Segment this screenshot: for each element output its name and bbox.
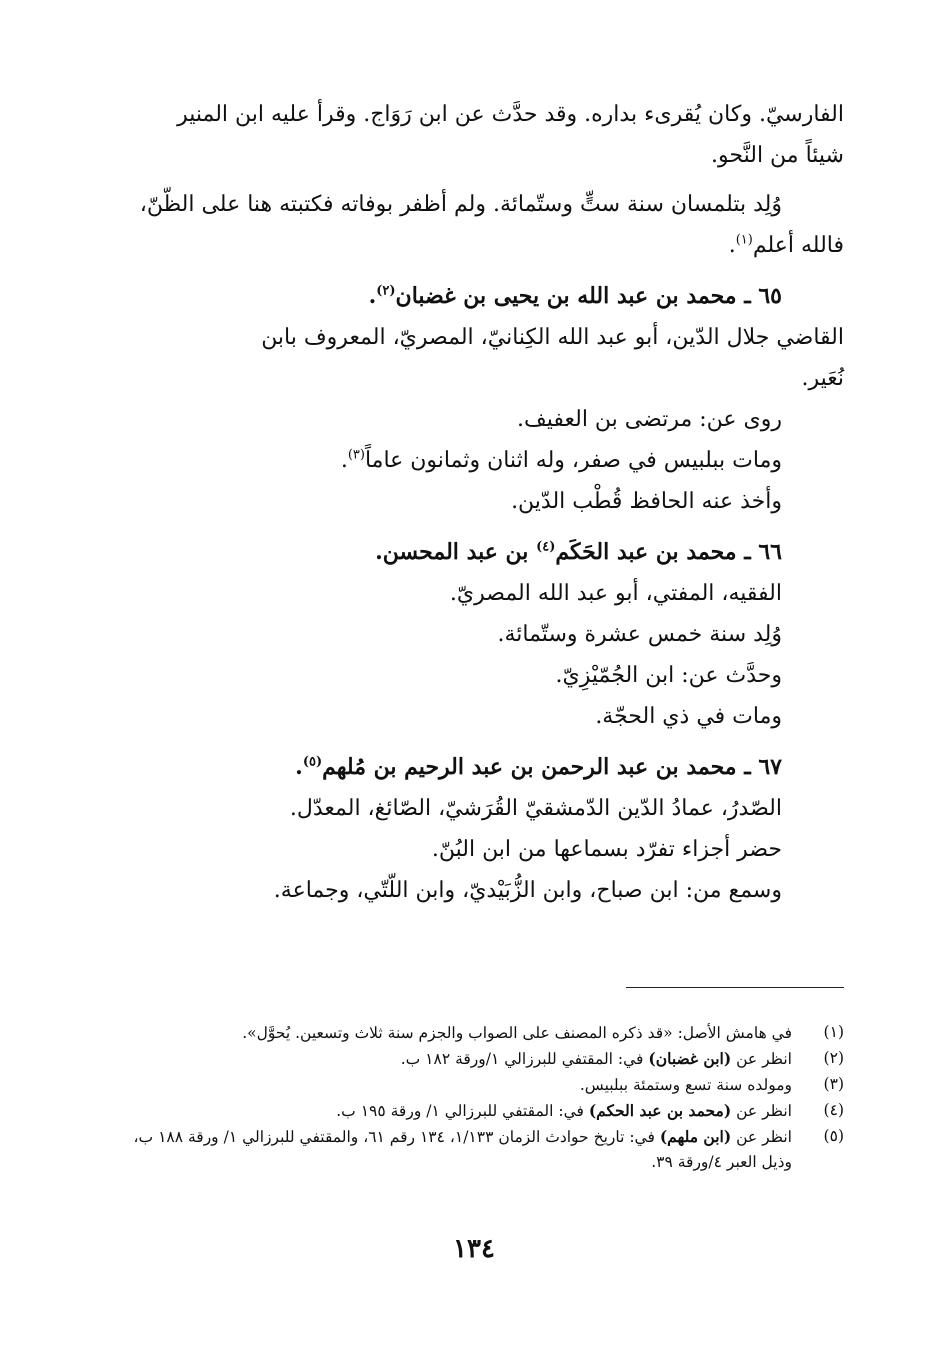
- entry-66-line-1: الفقيه، المفتي، أبو عبد الله المصريّ.: [449, 581, 782, 606]
- footnote-text: انظر عن (ابن غضبان) في: المقتفي للبرزالي ١/ورقة ١٨٢ ب.: [400, 1049, 792, 1068]
- intro-line-2: شيئاً من النَّحو.: [711, 143, 844, 168]
- footnote-ref-1[interactable]: (١): [735, 232, 753, 248]
- entry-65-took: وأخذ عنه الحافظ قُطْب الدّين.: [511, 489, 782, 514]
- intro-line-1: الفارسيّ. وكان يُقرىء بداره. وقد حدَّث عن ابن رَوَاج. وقرأ عليه ابن المنير: [177, 102, 844, 127]
- entry-67-line-2: حضر أجزاء تفرّد بسماعها من ابن البُنّ.: [431, 837, 782, 862]
- entry-65-desc-line-1: القاضي جلال الدّين، أبو عبد الله الكِنانيّ، المصريّ، المعروف بابن: [261, 325, 844, 350]
- footnote-item: [108, 1072, 844, 1098]
- entry-66-line-4: ومات في ذي الحجّة.: [595, 704, 782, 729]
- entry-65-heading: ٦٥ ـ محمد بن عبد الله بن يحيى بن غضبان$^{(٢)}$.: [368, 283, 782, 309]
- entry-66-line-3: وحدَّث عن: ابن الجُمّيْزِيّ.: [555, 663, 782, 688]
- footnote-text: انظر عن (ابن ملهم) في: تاريخ حوادث الزمان ١/١٣٣، ١٣٤ رقم ٦١، والمقتفي للبرزالي ١/ ورقة ١٨٨ ب، وذيل العبر ٤/ورقة ٣٩.: [133, 1127, 792, 1171]
- entry-67-heading: ٦٧ ـ محمد بن عبد الرحمن بن عبد الرحيم بن مُلهم$^{(٥)}$.: [295, 754, 782, 780]
- entry-66-heading: ٦٦ ـ محمد بن عبد الحَكَم$^{(٤)}$ بن عبد المحسن.: [375, 539, 782, 565]
- footnote-number: (٥): [823, 1127, 844, 1145]
- footnote-ref-2[interactable]: (٢): [376, 283, 396, 299]
- footnotes: [108, 1020, 844, 1175]
- footnote-item: [108, 1020, 844, 1046]
- footnote-ref-4[interactable]: (٤): [536, 539, 556, 555]
- footnote-item: [108, 1124, 844, 1175]
- entry-65-narrated: روى عن: مرتضى بن العفيف.: [516, 407, 782, 432]
- entry-67-line-1: الصّدرُ، عمادُ الدّين الدّمشقيّ القُرَشيّ، الصّائغ، المعدّل.: [289, 796, 782, 821]
- footnote-number: (١): [823, 1023, 844, 1041]
- footnote-divider: [626, 987, 844, 988]
- birth-line-1: وُلِد بتلمسان سنة ستٍّ وستّمائة. ولم أظفر بوفاته فكتبته هنا على الظّنّ،: [139, 192, 782, 217]
- birth-line-2: فالله أعلم$^{(١)}$.: [728, 232, 844, 258]
- footnote-text: ومولده سنة تسع وستمئة ببلبيس.: [579, 1076, 792, 1094]
- entry-67-line-3: وسمع من: ابن صباح، وابن الزُّبَيْديّ، وابن اللّتّي، وجماعة.: [273, 878, 782, 903]
- entry-66-line-2: وُلِد سنة خمس عشرة وستّمائة.: [497, 622, 782, 647]
- footnote-number: (٢): [823, 1049, 844, 1067]
- footnote-ref-5[interactable]: (٥): [302, 754, 323, 770]
- entry-65-desc-line-2: نُعَير.: [801, 366, 844, 391]
- page-number: ١٣٤: [453, 1234, 495, 1264]
- footnote-text: انظر عن (محمد بن عبد الحكم) في: المقتفي للبرزالي ١/ ورقة ١٩٥ ب.: [336, 1101, 792, 1120]
- footnote-number: (٤): [823, 1101, 844, 1119]
- footnote-text: في هامش الأصل: «قد ذكره المصنف على الصواب والجزم سنة ثلاث وتسعين. يُحوَّل».: [242, 1024, 792, 1042]
- footnote-item: [108, 1046, 844, 1072]
- footnote-item: [108, 1098, 844, 1124]
- main-text: [108, 94, 844, 911]
- entry-65-death: ومات ببلبيس في صفر، وله اثنان وثمانون عاماً$^{(٣)}$.: [340, 447, 782, 473]
- footnote-number: (٣): [823, 1075, 844, 1093]
- footnote-ref-3[interactable]: (٣): [347, 447, 365, 463]
